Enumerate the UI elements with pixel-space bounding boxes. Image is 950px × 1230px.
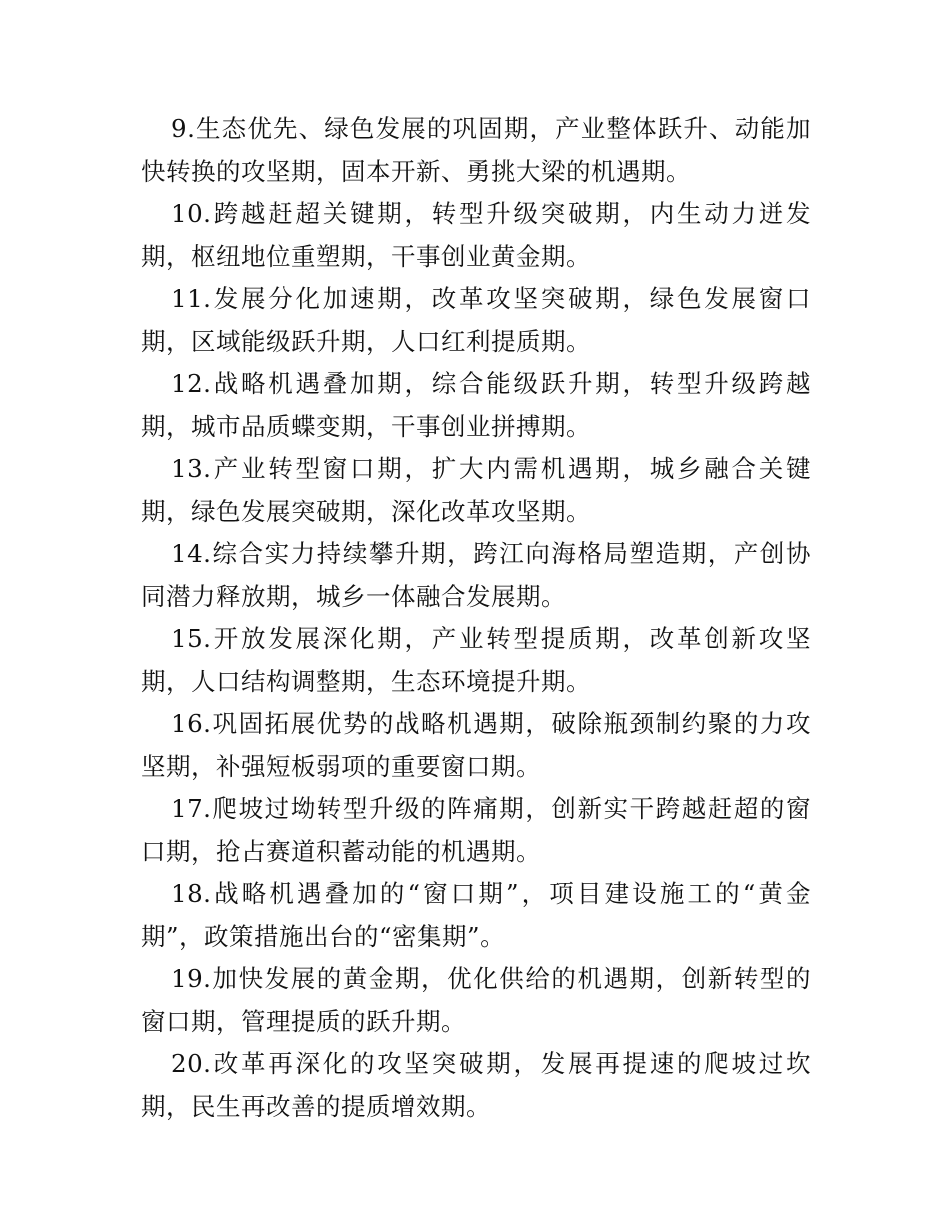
- list-item: 14.综合实力持续攀升期，跨江向海格局塑造期，产创协同潜力释放期，城乡一体融合发展期。: [141, 539, 811, 611]
- list-item: 11.发展分化加速期，改革攻坚突破期，绿色发展窗口期，区域能级跃升期，人口红利提质期。: [141, 284, 811, 356]
- list-item: 18.战略机遇叠加的“窗口期”，项目建设施工的“黄金期”，政策措施出台的“密集期”。: [141, 879, 811, 951]
- list-item: 16.巩固拓展优势的战略机遇期，破除瓶颈制约聚的力攻坚期，补强短板弱项的重要窗口期。: [141, 709, 811, 781]
- list-item: 10.跨越赶超关键期，转型升级突破期，内生动力迸发期，枢纽地位重塑期，干事创业黄金期。: [141, 199, 811, 271]
- list-item: 19.加快发展的黄金期，优化供给的机遇期，创新转型的窗口期，管理提质的跃升期。: [141, 964, 811, 1036]
- list-item: 17.爬坡过坳转型升级的阵痛期，创新实干跨越赶超的窗口期，抢占赛道积蓄动能的机遇期。: [141, 794, 811, 866]
- list-item: 15.开放发展深化期，产业转型提质期，改革创新攻坚期，人口结构调整期，生态环境提升期。: [141, 624, 811, 696]
- list-item: 12.战略机遇叠加期，综合能级跃升期，转型升级跨越期，城市品质蝶变期，干事创业拼搏期。: [141, 369, 811, 441]
- list-item: 20.改革再深化的攻坚突破期，发展再提速的爬坡过坎期，民生再改善的提质增效期。: [141, 1049, 811, 1121]
- list-item: 13.产业转型窗口期，扩大内需机遇期，城乡融合关键期，绿色发展突破期，深化改革攻坚期。: [141, 454, 811, 526]
- document-body: [141, 108, 811, 1128]
- list-item: 9.生态优先、绿色发展的巩固期，产业整体跃升、动能加快转换的攻坚期，固本开新、勇挑大梁的机遇期。: [141, 114, 811, 186]
